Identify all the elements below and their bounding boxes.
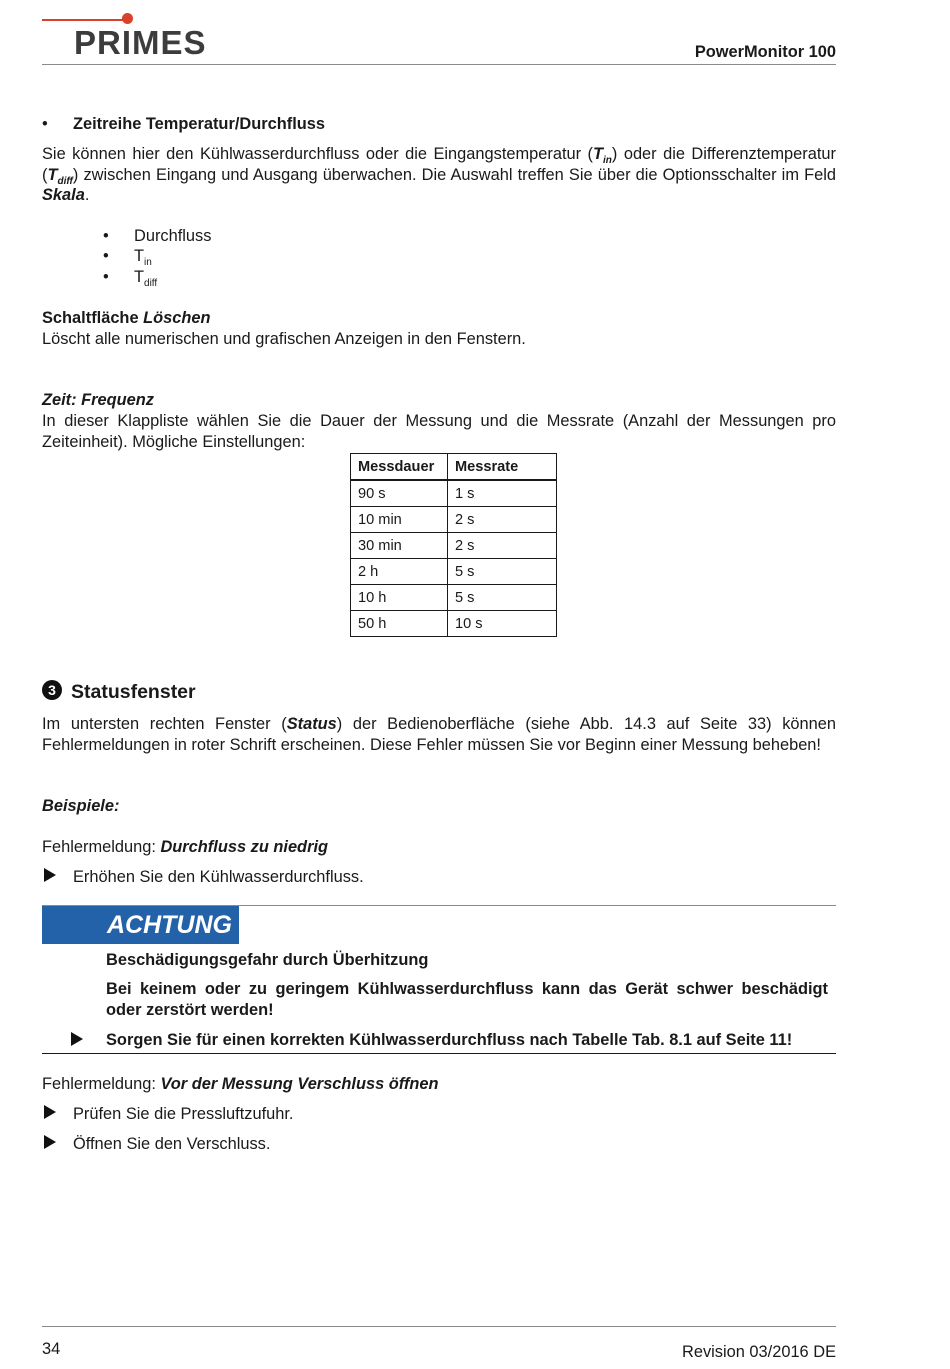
statusfenster-paragraph: Im untersten rechten Fenster (Status) der Bedienoberfläche (siehe Abb. 14.3 auf Seite 33) können Fehlermeldungen in roter Schrift erscheinen. Diese Fehler müssen Sie vor Beginn einer Messung beheben! [42,715,836,754]
loeschen-heading: Schaltfläche Löschen [42,309,211,327]
arrow-right-icon [44,1105,56,1119]
section-bullet: • [42,115,48,133]
achtung-title: Beschädigungsgefahr durch Überhitzung [106,951,429,969]
section-number-badge: 3 [42,680,62,700]
table-header-row [351,454,557,481]
arrow-right-icon [71,1032,83,1046]
zeit-text: In dieser Klappliste wählen Sie die Dauer der Messung und die Messrate (Anzahl der Messungen pro Zeiteinheit). Mögliche Einstellungen: [42,412,836,451]
option-bullet: • [103,227,109,245]
primes-logo: PRIMES [74,24,207,61]
option-bullet: • [103,268,109,286]
table-cell: 10 s [448,611,557,637]
footer-divider [42,1326,836,1327]
table-cell: 1 s [448,480,557,507]
error2-step-1: Prüfen Sie die Pressluftzufuhr. [73,1105,294,1123]
table-row [351,507,557,533]
error-message-2: Fehlermeldung: Vor der Messung Verschluss öffnen [42,1075,439,1093]
achtung-label: ACHTUNG [107,911,232,939]
table-cell: 10 min [351,507,448,533]
table-cell: 30 min [351,533,448,559]
zeitreihe-paragraph: Sie können hier den Kühlwasserdurchfluss oder die Eingangstemperatur $(T_{in})$ oder die Differenztemperatur $(T_{diff})$ zwischen Eingang und Ausgang überwachen. Die Auswahl treffen Sie über die Optionsschalter im Feld Skala. [42,145,836,204]
table-row [351,611,557,637]
option-bullet: • [103,247,109,265]
achtung-bottom-divider [42,1053,836,1054]
table-header-cell: Messdauer [351,454,448,481]
logo-accent-line [42,19,124,21]
option-t-in: $T_{in}$ [134,247,152,268]
zeitreihe-text-3: ) zwischen Eingang und Ausgang überwachen. Die Auswahl treffen Sie über die Optionsschalter im Feld [72,165,836,184]
table-cell: 5 s [448,559,557,585]
beispiele-heading: Beispiele: [42,797,120,815]
loeschen-text: Löscht alle numerischen und grafischen Anzeigen in den Fenstern. [42,330,526,348]
option-t-diff: $T_{diff}$ [134,268,158,289]
table-cell: 2 s [448,507,557,533]
zeit-heading: Zeit: Frequenz [42,391,155,409]
t-in-symbol: $T_{in}$ [593,145,612,166]
table-row [351,533,557,559]
option-durchfluss: Durchfluss [134,227,212,245]
table-cell: 10 h [351,585,448,611]
page-number: 34 [42,1340,61,1358]
table-row [351,585,557,611]
table-cell: 90 s [351,480,448,507]
table-cell: 5 s [448,585,557,611]
revision-label: Revision 03/2016 DE [682,1343,836,1361]
table-cell: 2 h [351,559,448,585]
achtung-text: Bei keinem oder zu geringem Kühlwasserdurchfluss kann das Gerät schwer beschädigt oder zerstört werden! [106,980,828,1019]
frequenz-table [350,453,557,637]
error2-step-2: Öffnen Sie den Verschluss. [73,1135,271,1153]
table-cell: 50 h [351,611,448,637]
error-message-1: Fehlermeldung: Durchfluss zu niedrig [42,838,329,856]
header-divider [42,64,836,65]
table-header-cell: Messrate [448,454,557,481]
arrow-right-icon [44,1135,56,1149]
zeitreihe-text-2: ) oder die Differenztemperatur ( [42,145,836,184]
document-title: PowerMonitor 100 [694,43,836,61]
achtung-action: Sorgen Sie für einen korrekten Kühlwasserdurchfluss nach Tabelle Tab. 8.1 auf Seite 11! [106,1031,793,1049]
table-row [351,559,557,585]
t-diff-symbol: $T_{diff}$ [47,165,73,187]
table-row [351,480,557,507]
arrow-right-icon [44,868,56,882]
statusfenster-heading: Statusfenster [71,681,196,703]
skala-label: Skala [42,186,85,204]
zeitreihe-text-1: Sie können hier den Kühlwasserdurchfluss oder die Eingangstemperatur ( [42,145,593,163]
zeitreihe-heading: Zeitreihe Temperatur/Durchfluss [73,115,325,133]
table-cell: 2 s [448,533,557,559]
error1-step: Erhöhen Sie den Kühlwasserdurchfluss. [73,868,364,886]
